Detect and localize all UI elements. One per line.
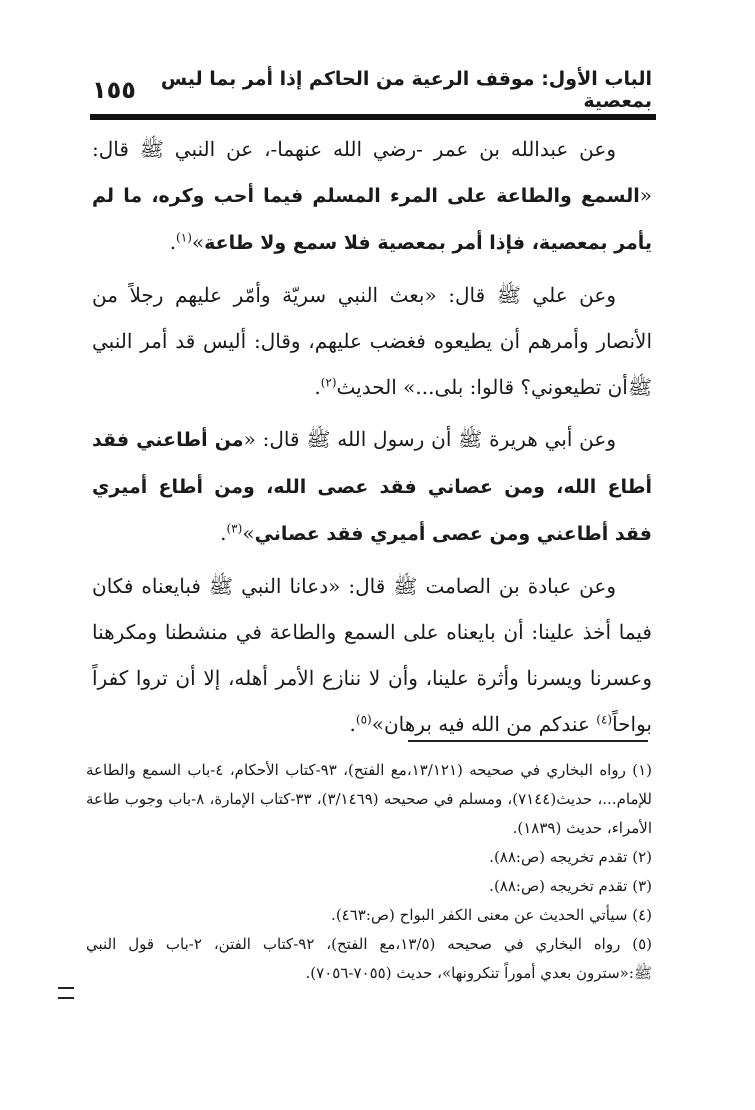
footnote-4: (٤) سيأتي الحديث عن معنى الكفر البواح (ص:٤٦٣). xyxy=(331,906,652,924)
footnote-1: (١) رواه البخاري في صحيحه (١٣/١٢١،مع الفتح)، ٩٣-كتاب الأحكام، ٤-باب السمع والطاعة للإمام...، حديث(٧١٤٤)، ومسلم في صحيحه (٣/١٤٦٩)، ٣٣-كتاب الإمارة، ٨-باب وجوب طاعة الأمراء، حديث (١٨٣٩). xyxy=(86,761,653,837)
footnote-ref: (٥) xyxy=(355,712,372,727)
footnote-3: (٣) تقدم تخريجه (ص:٨٨). xyxy=(489,877,652,895)
paragraph-tail: . xyxy=(169,230,177,254)
paragraph-text: عندكم من الله فيه برهان» xyxy=(371,712,597,736)
margin-mark xyxy=(58,987,74,999)
paragraph-text: وعن علي ﷺ قال: «بعث النبي سريّة وأمّر عليهم رجلاً من الأنصار وأمرهم أن يطيعوه فغضب عليهم، وقال: أليس قد أمر النبي ﷺأن تطيعوني؟ قالوا: بلى...» الحديث xyxy=(92,283,652,399)
hadith-quote: من أطاعني فقد أطاع الله، ومن عصاني فقد عصى الله، ومن أطاع أميري فقد أطاعني ومن عصى أميري فقد عصاني xyxy=(92,429,652,545)
footnote-ref: (٢) xyxy=(320,375,337,390)
hadith-quote: السمع والطاعة على المرء المسلم فيما أحب وكره، ما لم يأمر بمعصية، فإذا أمر بمعصية فلا سمع ولا طاعة xyxy=(92,185,652,254)
footnotes xyxy=(86,756,652,988)
quote-close: » xyxy=(191,230,205,254)
footnote-ref: (١) xyxy=(176,230,192,245)
paragraph-intro: وعن أبي هريرة ﷺ أن رسول الله ﷺ قال: « xyxy=(243,427,616,451)
footnote-separator xyxy=(408,740,648,742)
footnote-5: (٥) رواه البخاري في صحيحه (١٣/٥،مع الفتح)، ٩٢-كتاب الفتن، ٢-باب قول النبي ﷺ:«سترون بعدي أموراً تنكرونها»، حديث (٧٠٥٥-٧٠٥٦). xyxy=(86,935,653,982)
footnote-ref: (٤) xyxy=(596,712,613,727)
paragraph-tail: . xyxy=(349,712,356,736)
main-text xyxy=(92,126,652,753)
paragraph-ibn-umar xyxy=(92,126,652,266)
paragraph-ali xyxy=(92,272,652,410)
running-title: الباب الأول: موقف الرعية من الحاكم إذا أمر بما ليس بمعصية xyxy=(160,68,652,112)
paragraph-abu-hurayra xyxy=(92,416,652,557)
header-rule xyxy=(90,114,656,120)
paragraph-tail: . xyxy=(220,521,227,545)
paragraph-intro: وعن عبدالله بن عمر -رضي الله عنهما-، عن النبي ﷺ قال: « xyxy=(92,137,652,207)
page-number: ١٥٥ xyxy=(92,76,136,104)
paragraph-text: وعن عبادة بن الصامت ﷺ قال: «دعانا النبي ﷺ فبايعناه فكان فيما أخذ علينا: أن بايعناه على السمع والطاعة في منشطنا ومكرهنا وعسرنا ويسرنا وأثرة علينا، وأن لا ننازع الأمر أهله، إلا أن تروا كفراً بواحاً xyxy=(92,574,652,736)
paragraph-tail: . xyxy=(314,375,321,399)
paragraph-ubada xyxy=(92,563,652,747)
page-header xyxy=(92,68,652,112)
footnote-ref: (٣) xyxy=(226,521,243,536)
footnote-2: (٢) تقدم تخريجه (ص:٨٨). xyxy=(489,848,652,866)
quote-close: » xyxy=(242,521,255,545)
